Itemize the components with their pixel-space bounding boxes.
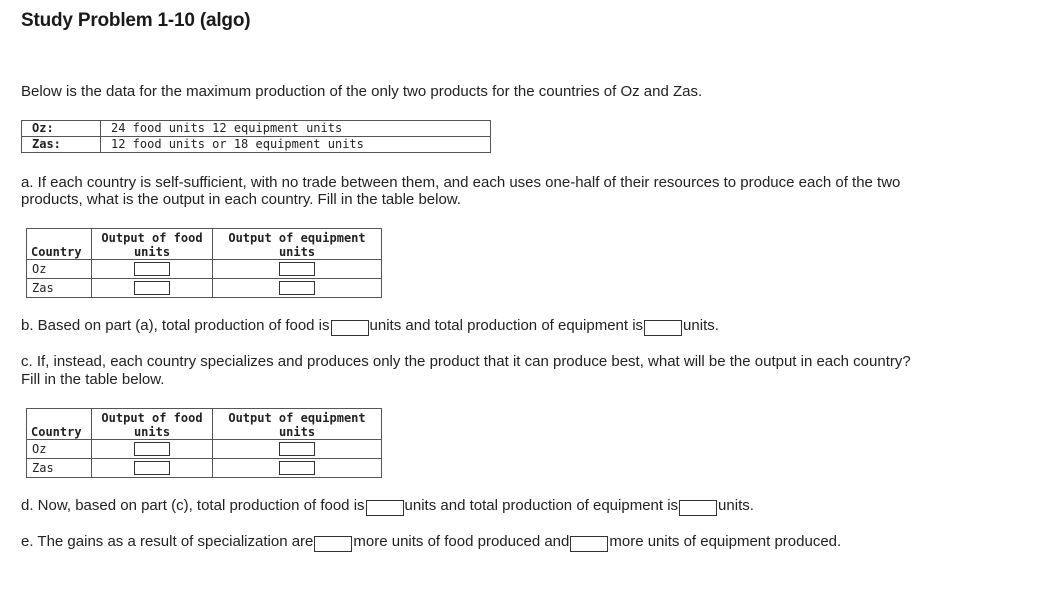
equipment-cell: [213, 440, 382, 459]
equipment-cell: [213, 260, 382, 279]
food-header-line2: units: [133, 245, 171, 259]
part-e-text2: more units of food produced and: [353, 533, 570, 550]
a-oz-food-input[interactable]: [134, 262, 170, 276]
food-header-line1: Output of food: [101, 411, 203, 425]
part-c-question-line2: Fill in the table below.: [21, 371, 165, 388]
a-zas-equipment-input[interactable]: [279, 281, 315, 295]
country-header: Country: [27, 409, 92, 440]
part-e-text1: e. The gains as a result of specialization are: [21, 533, 314, 550]
part-b-text2: units and total production of equipment is: [369, 317, 644, 334]
e-equipment-gain-input[interactable]: [570, 536, 608, 552]
part-c-table: [26, 408, 382, 478]
part-d-question: [21, 497, 754, 514]
equipment-cell: [213, 459, 382, 478]
food-cell: [92, 440, 213, 459]
e-food-gain-input[interactable]: [314, 536, 352, 552]
table-row: [27, 279, 382, 298]
equipment-header-line1: Output of equipment: [228, 231, 366, 245]
part-d-text1: d. Now, based on part (c), total production of food is: [21, 497, 365, 514]
equipment-output-header: [213, 409, 382, 440]
intro-text: Below is the data for the maximum production of the only two products for the countries of Oz and Zas.: [21, 83, 703, 100]
d-total-equipment-input[interactable]: [679, 500, 717, 516]
table-header-row: [27, 229, 382, 260]
table-row: [27, 260, 382, 279]
b-total-food-input[interactable]: [331, 320, 369, 336]
part-e-question: [21, 533, 841, 550]
table-row: [27, 440, 382, 459]
part-d-text2: units and total production of equipment is: [404, 497, 679, 514]
equipment-cell: [213, 279, 382, 298]
food-cell: [92, 279, 213, 298]
part-e-text3: more units of equipment produced.: [609, 533, 842, 550]
production-value-zas: 12 food units or 18 equipment units: [101, 137, 491, 153]
c-zas-equipment-input[interactable]: [279, 461, 315, 475]
food-cell: [92, 260, 213, 279]
food-header-line2: units: [133, 425, 171, 439]
part-c-question-line1: c. If, instead, each country specializes and produces only the product that it can produce best, what will be the output in each country?: [21, 353, 911, 370]
c-zas-food-input[interactable]: [134, 461, 170, 475]
d-total-food-input[interactable]: [366, 500, 404, 516]
country-cell-zas: Zas: [27, 459, 92, 478]
equipment-header-line2: units: [278, 425, 316, 439]
country-label-zas: Zas:: [22, 137, 101, 153]
part-a-question-line2: products, what is the output in each country. Fill in the table below.: [21, 191, 461, 208]
table-header-row: [27, 409, 382, 440]
table-row: [22, 137, 491, 153]
c-oz-equipment-input[interactable]: [279, 442, 315, 456]
country-label-oz: Oz:: [22, 121, 101, 137]
part-a-table: [26, 228, 382, 298]
part-d-text3: units.: [718, 497, 754, 514]
part-b-text3: units.: [683, 317, 719, 334]
equipment-header-line1: Output of equipment: [228, 411, 366, 425]
country-cell-zas: Zas: [27, 279, 92, 298]
country-header: Country: [27, 229, 92, 260]
food-output-header: [92, 409, 213, 440]
c-oz-food-input[interactable]: [134, 442, 170, 456]
page-title: Study Problem 1-10 (algo): [21, 10, 251, 31]
food-header-line1: Output of food: [101, 231, 203, 245]
table-row: [27, 459, 382, 478]
equipment-output-header: [213, 229, 382, 260]
food-cell: [92, 459, 213, 478]
a-oz-equipment-input[interactable]: [279, 262, 315, 276]
table-row: [22, 121, 491, 137]
b-total-equipment-input[interactable]: [644, 320, 682, 336]
part-a-question-line1: a. If each country is self-sufficient, with no trade between them, and each uses one-half of their resources to produce each of the two: [21, 174, 901, 191]
equipment-header-line2: units: [278, 245, 316, 259]
part-b-text1: b. Based on part (a), total production of food is: [21, 317, 330, 334]
production-data-table: [21, 120, 491, 153]
country-cell-oz: Oz: [27, 440, 92, 459]
production-value-oz: 24 food units 12 equipment units: [101, 121, 491, 137]
food-output-header: [92, 229, 213, 260]
part-b-question: [21, 317, 719, 334]
a-zas-food-input[interactable]: [134, 281, 170, 295]
country-cell-oz: Oz: [27, 260, 92, 279]
